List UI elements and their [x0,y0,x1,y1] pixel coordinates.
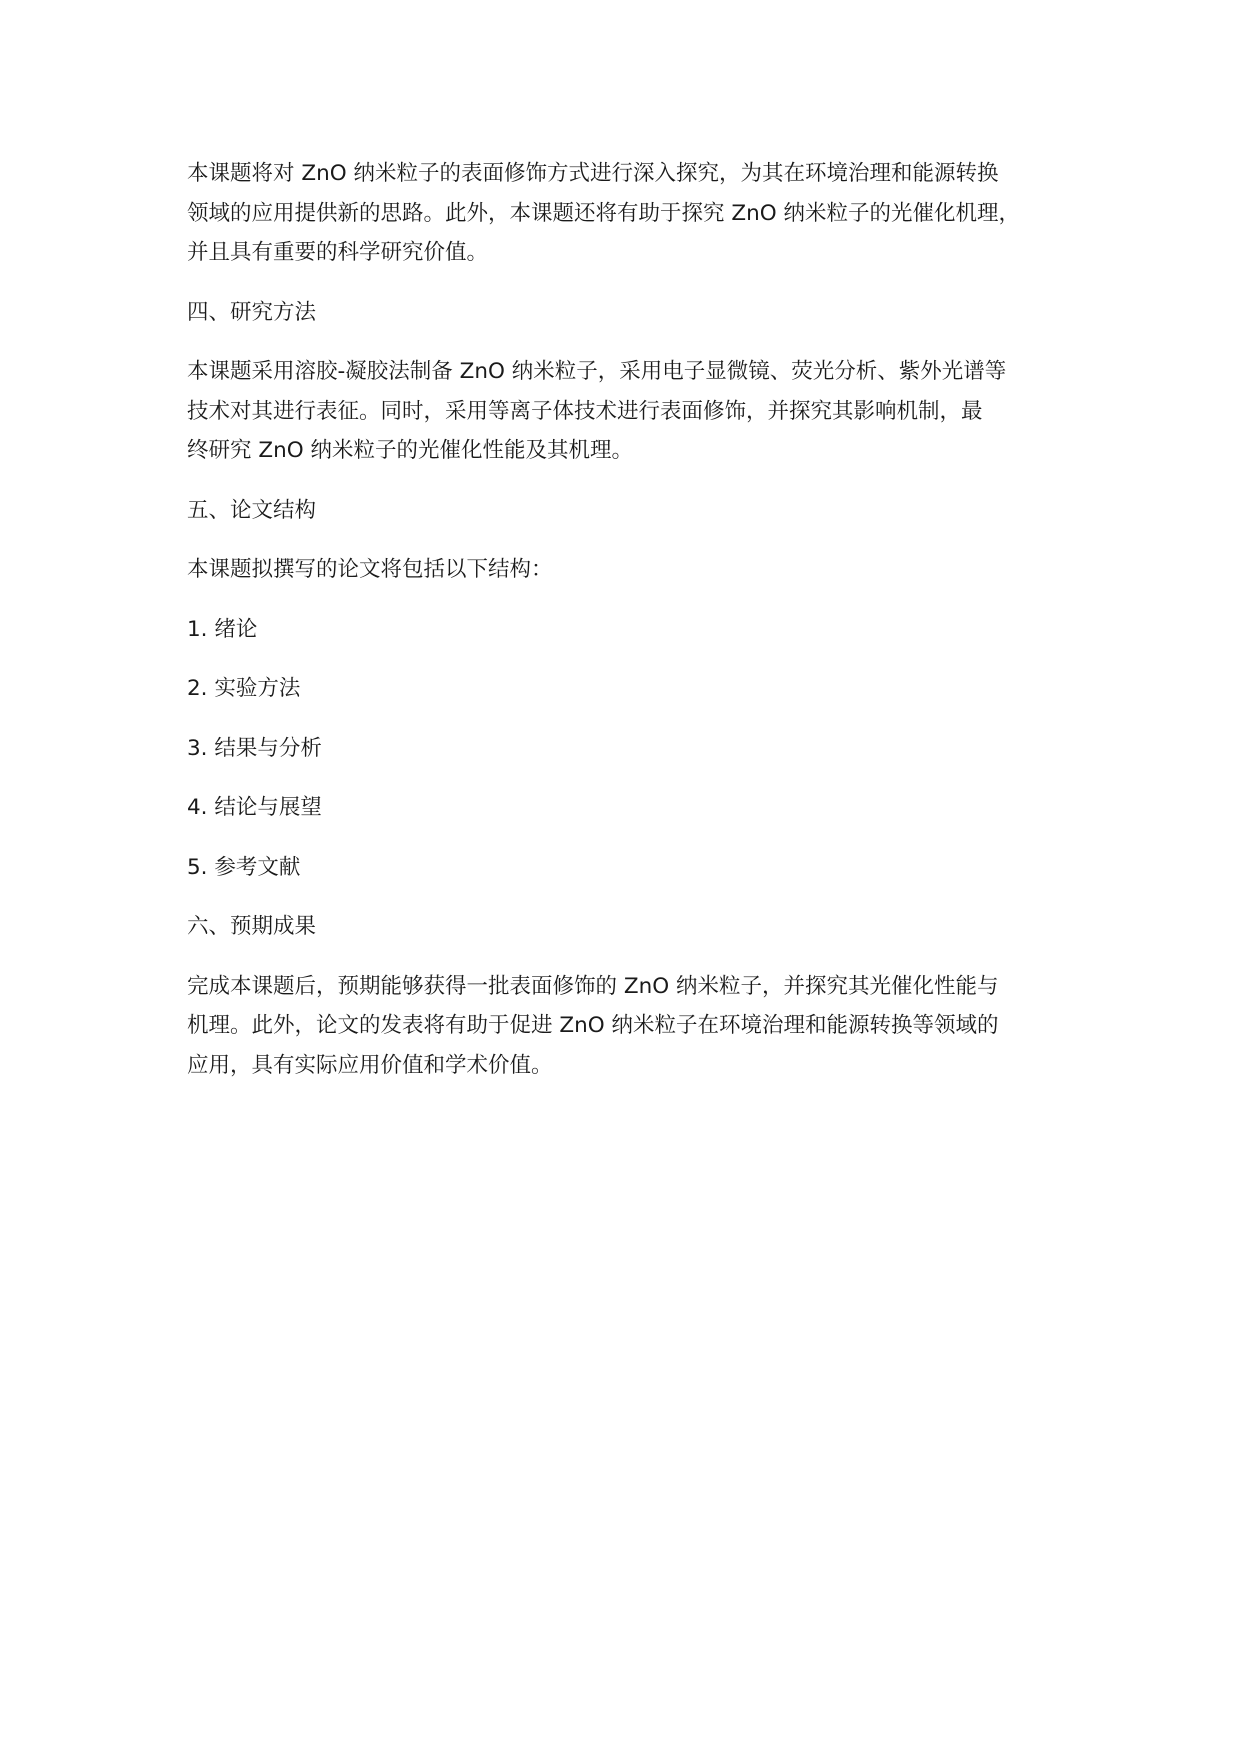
text-line: 完成本课题后，预期能够获得一批表面修饰的 ZnO 纳米粒子，并探究其光催化性能与 [187,973,999,999]
section-heading-expected-results: 六、预期成果 [187,914,317,939]
text-line: 领域的应用提供新的思路。此外，本课题还将有助于探究 ZnO 纳米粒子的光催化机理， [187,200,1020,226]
thesis-structure-intro: 本课题拟撰写的论文将包括以下结构： [187,557,553,582]
text-line: 本课题采用溶胶-凝胶法制备 ZnO 纳米粒子，采用电子显微镜、荧光分析、紫外光谱等 [187,359,1007,384]
section-heading-thesis-structure: 五、论文结构 [187,497,317,523]
text-line: 机理。此外，论文的发表将有助于促进 ZnO 纳米粒子在环境治理和能源转换等领域的 [187,1013,999,1038]
list-item: 5. 参考文献 [187,854,301,880]
expected-results-paragraph [187,967,1087,1086]
section-heading-research-method: 四、研究方法 [187,299,317,325]
research-method-paragraph [187,352,1087,471]
list-item: 2. 实验方法 [187,676,301,701]
text-line: 并且具有重要的科学研究价值。 [187,240,489,265]
intro-paragraph [187,154,1087,273]
document-page [187,154,1087,1105]
list-item: 4. 结论与展望 [187,795,322,820]
text-line: 应用，具有实际应用价值和学术价值。 [187,1052,553,1078]
text-line: 本课题将对 ZnO 纳米粒子的表面修饰方式进行深入探究，为其在环境治理和能源转换 [187,161,999,186]
text-line: 技术对其进行表征。同时，采用等离子体技术进行表面修饰，并探究其影响机制，最 [187,398,983,424]
list-item: 1. 绪论 [187,616,258,642]
text-line: 终研究 ZnO 纳米粒子的光催化性能及其机理。 [187,438,633,463]
list-item: 3. 结果与分析 [187,735,322,761]
